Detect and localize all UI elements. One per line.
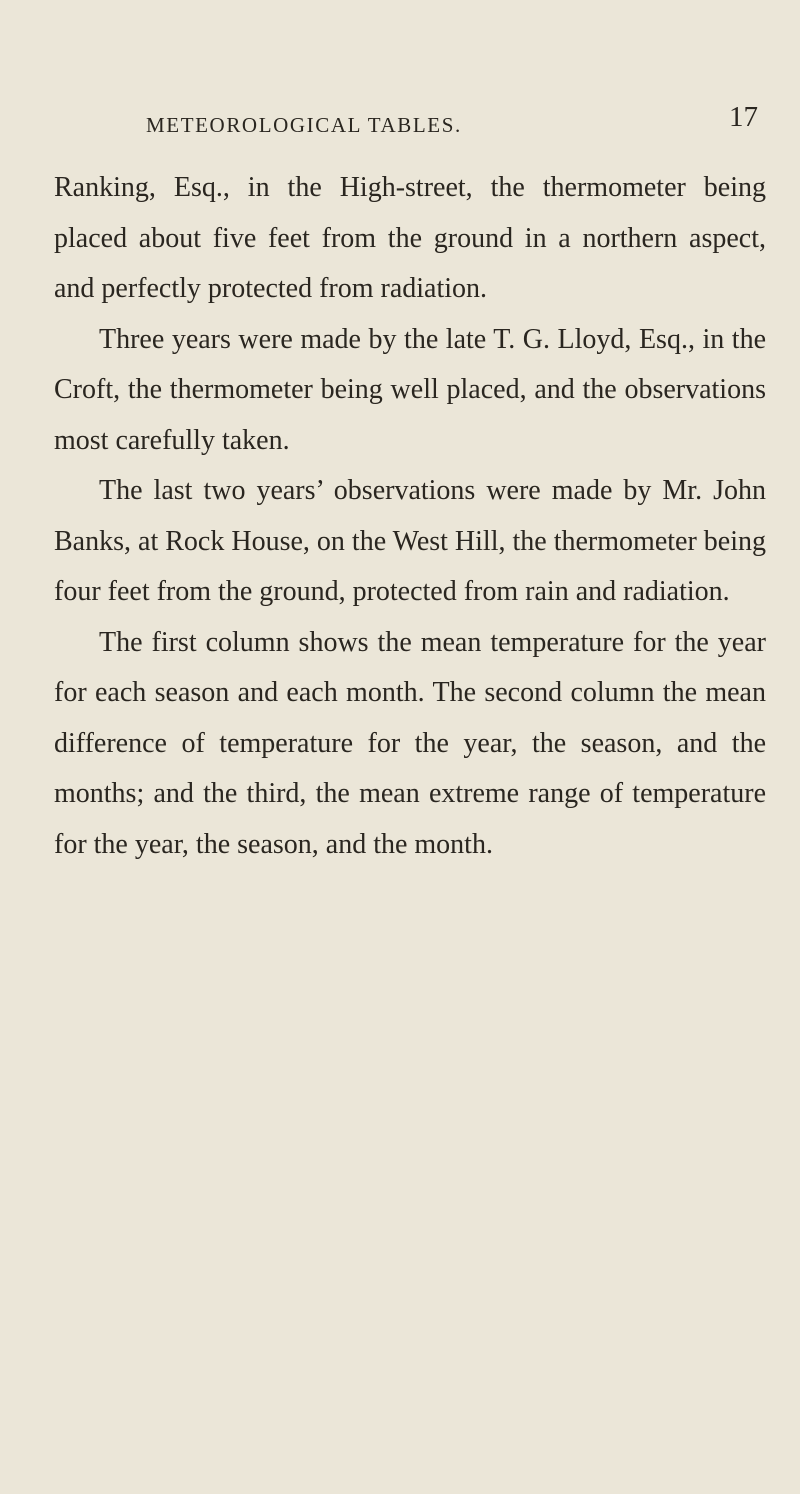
paragraph-lloyd-observations: Three years were made by the late T. G. Lloyd, Esq., in the Croft, the thermometer being well placed, and the observations most carefully taken. bbox=[54, 323, 766, 456]
running-title: METEOROLOGICAL TABLES. bbox=[146, 113, 462, 137]
body-text bbox=[54, 163, 766, 870]
page-number: 17 bbox=[729, 101, 758, 133]
paragraph-continuation: Ranking, Esq., in the High-street, the thermometer being placed about five feet from the ground in a northern aspect, and perfectly protected from radiation. bbox=[54, 172, 766, 304]
paragraph-banks-observations: The last two years’ observations were made by Mr. John Banks, at Rock House, on the West Hill, the thermometer being four feet from the ground, protected from rain and radiation. bbox=[54, 475, 766, 607]
paragraph-column-explanation: The first column shows the mean temperature for the year for each season and each month. The second column the mean difference of temperature for the year, the season, and the months; and the third, the mean extreme range of temperature for the year, the season, and the month. bbox=[54, 626, 766, 860]
